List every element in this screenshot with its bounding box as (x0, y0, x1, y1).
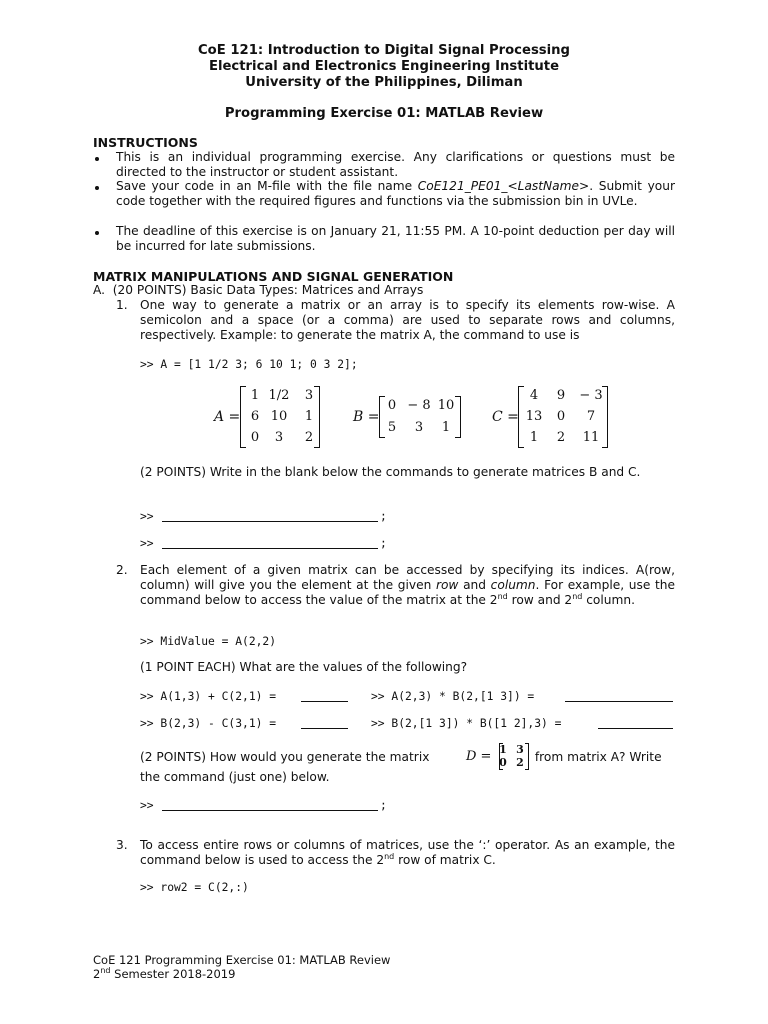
superscript: nd (572, 592, 583, 601)
q2-text-c: row and 2 (507, 593, 573, 607)
matrix-cell: 10 (437, 398, 455, 413)
matrix-cell: 1 (529, 430, 539, 445)
matrix-c (518, 386, 608, 448)
q2-task2-post: from matrix A? Write (531, 750, 662, 764)
matrix-b-label: B = (353, 409, 380, 425)
q3-text-a: To access entire rows or columns of matrices, use the ‘:’ operator. As an example, the command below is used to access the 2 (140, 838, 675, 867)
instruction-2 (116, 179, 675, 209)
q2-code: >> MidValue = A(2,2) (140, 635, 277, 648)
instruction-2-pre: Save your code in an M-file with the file name (116, 179, 418, 193)
q2-text-d: column. (582, 593, 635, 607)
q2-task2-pre: (2 POINTS) How would you generate the matrix (140, 750, 430, 764)
footer-line-2 (93, 967, 235, 981)
matrix-cell: 9 (556, 388, 566, 403)
instruction-3: The deadline of this exercise is on January 21, 11:55 PM. A 10-point deduction per day will be incurred for late submissions. (116, 224, 675, 253)
q2-and: and (458, 578, 491, 592)
line-end: ; (380, 510, 387, 523)
q3-code: >> row2 = C(2,:) (140, 881, 249, 894)
matrix-cell: 1 (441, 420, 451, 435)
matrix-cell: 3 (516, 743, 524, 756)
bullet-icon (95, 186, 99, 190)
instruction-1: This is an individual programming exercise. Any clarifications or questions must be directed to the instructor or student assistant. (116, 150, 675, 179)
matrix-d-label: D = (466, 749, 492, 764)
instruction-2-post: . Submit your code together with the required figures and functions via the submission bin in UVLe. (116, 179, 675, 208)
line-end: ; (380, 799, 387, 812)
superscript: nd (100, 966, 111, 975)
bullet-icon (95, 231, 99, 235)
q2-task2-line2: the command (just one) below. (140, 770, 330, 784)
q1-number: 1. (116, 298, 128, 312)
q2-text-a: Each element of a given matrix can be accessed by specifying its indices. A(row, column) will give you the element at the given (140, 563, 675, 592)
matrix-cell: 4 (529, 388, 539, 403)
superscript: nd (497, 592, 508, 601)
bullet-icon (95, 157, 99, 161)
matrix-cell: 2 (516, 756, 524, 769)
matrix-cell: 7 (586, 409, 596, 424)
q2-task: (1 POINT EACH) What are the values of the following? (140, 660, 468, 674)
matrix-a (240, 386, 320, 448)
file-name: CoE121_PE01_<LastName> (417, 179, 590, 193)
q2-expr-4: >> B(2,[1 3]) * B([1 2],3) = (371, 717, 562, 730)
matrix-d (499, 743, 529, 770)
exercise-title: Programming Exercise 01: MATLAB Review (224, 106, 544, 121)
instructions-heading: INSTRUCTIONS (93, 135, 198, 150)
matrix-cell: 13 (525, 409, 543, 424)
answer-blank-2[interactable] (565, 690, 673, 702)
matrix-cell: 1 (304, 409, 314, 424)
matrix-cell: 6 (250, 409, 260, 424)
matrix-cell: 0 (499, 756, 507, 769)
q1-text: One way to generate a matrix or an array is to specify its elements row-wise. A semicolon and a space (or a comma) are used to separate rows and columns, respectively. Example: to generate the matrix A, the command to use is (140, 298, 675, 342)
section-heading: MATRIX MANIPULATIONS AND SIGNAL GENERATION (93, 269, 454, 284)
q1-task: (2 POINTS) Write in the blank below the commands to generate matrices B and C. (140, 465, 641, 479)
q3-text-b: row of matrix C. (394, 853, 496, 867)
prompt-symbol: >> (140, 510, 154, 523)
semester-number: 2 (93, 967, 101, 981)
university-name: University of the Philippines, Diliman (245, 75, 523, 90)
q2-number: 2. (116, 563, 128, 577)
answer-prompt (140, 537, 160, 550)
matrix-cell: 3 (274, 430, 284, 445)
q2-expr-1: >> A(1,3) + C(2,1) = (140, 690, 277, 703)
q3-text (140, 838, 675, 868)
semester-text: Semester 2018-2019 (110, 967, 236, 981)
matrix-cell: 11 (582, 430, 600, 445)
matrix-cell: − 8 (407, 398, 431, 413)
matrix-a-label: A = (214, 409, 241, 425)
q2-column: column (490, 578, 536, 592)
matrix-cell: 3 (304, 388, 314, 403)
matrix-cell: 1/2 (268, 388, 290, 403)
prompt-symbol: >> (140, 799, 154, 812)
line-end: ; (380, 537, 387, 550)
q1-code: >> A = [1 1/2 3; 6 10 1; 0 3 2]; (140, 358, 358, 371)
matrix-cell: 0 (556, 409, 566, 424)
answer-blank-1[interactable] (301, 690, 348, 702)
answer-blank-4[interactable] (598, 717, 673, 729)
q3-number: 3. (116, 838, 128, 852)
footer-line-1: CoE 121 Programming Exercise 01: MATLAB Review (93, 953, 391, 967)
q2-expr-3: >> B(2,3) - C(3,1) = (140, 717, 277, 730)
q2-expr-2: >> A(2,3) * B(2,[1 3]) = (371, 690, 535, 703)
matrix-cell: 1 (499, 743, 507, 756)
matrix-cell: 0 (387, 398, 397, 413)
q2-text (140, 563, 675, 608)
answer-blank-c[interactable] (162, 537, 378, 549)
matrix-b (379, 396, 461, 438)
matrix-cell: 3 (414, 420, 424, 435)
superscript: nd (384, 852, 395, 861)
matrix-cell: 1 (250, 388, 260, 403)
answer-blank-d[interactable] (162, 799, 378, 811)
part-a-heading: A. (20 POINTS) Basic Data Types: Matrices and Arrays (93, 283, 424, 297)
course-title: CoE 121: Introduction to Digital Signal Processing (198, 43, 570, 58)
matrix-cell: 5 (387, 420, 397, 435)
matrix-cell: 0 (250, 430, 260, 445)
q2-text-b: . For example, use the command below to access the value of the matrix at the 2 (140, 578, 675, 607)
prompt-symbol: >> (140, 537, 154, 550)
answer-blank-b[interactable] (162, 510, 378, 522)
answer-prompt (140, 799, 160, 812)
institute-name: Electrical and Electronics Engineering Institute (208, 59, 560, 74)
q2-row: row (435, 578, 459, 592)
matrix-cell: 2 (304, 430, 314, 445)
matrix-cell: 10 (270, 409, 288, 424)
matrix-c-label: C = (492, 409, 519, 425)
answer-prompt (140, 510, 160, 523)
matrix-cell: − 3 (579, 388, 603, 403)
matrix-cell: 2 (556, 430, 566, 445)
answer-blank-3[interactable] (301, 717, 348, 729)
